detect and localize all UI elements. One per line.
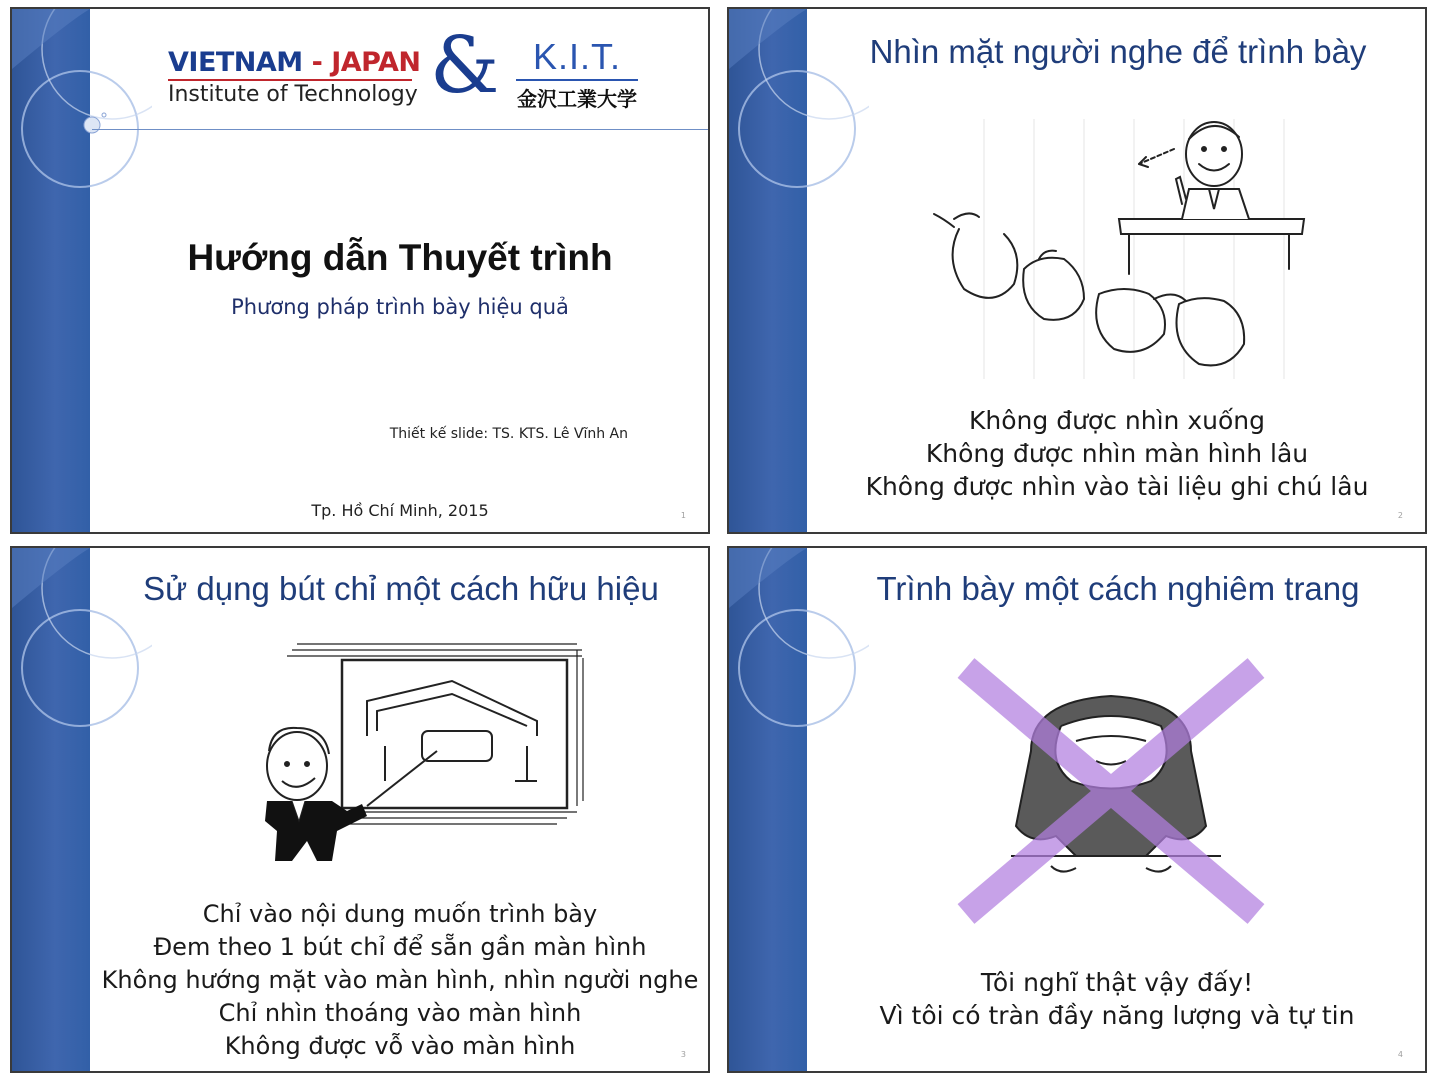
body-line: Không được nhìn màn hình lâu: [925, 439, 1309, 468]
logo-institute-text: Institute of Technology: [168, 82, 418, 107]
body-line: Tôi nghĩ thật vậy đấy!: [980, 968, 1254, 997]
slide-sidebar: [729, 9, 807, 532]
slide-sidebar: [729, 548, 807, 1071]
kit-logo-rule: [516, 79, 638, 81]
presentation-title: Hướng dẫn Thuyết trình: [187, 237, 613, 278]
slide-body: [92, 898, 708, 1063]
slide-title: Sử dụng bút chỉ một cách hữu hiệu: [143, 570, 659, 607]
kit-logo: [512, 36, 642, 112]
bowing-man-illustration: [951, 656, 1271, 926]
body-line: Vì tôi có tràn đầy năng lượng và tự tin: [879, 1001, 1355, 1030]
body-line: Không được nhìn xuống: [969, 406, 1265, 435]
body-line: Chỉ vào nội dung muốn trình bày: [202, 900, 598, 928]
logo-vietnam-text: VIETNAM: [168, 47, 303, 78]
body-line: Chỉ nhìn thoáng vào màn hình: [218, 999, 582, 1027]
header-divider: [92, 129, 710, 130]
slide-title: Trình bày một cách nghiêm trang: [876, 570, 1360, 607]
presenter-audience-illustration: [924, 109, 1324, 389]
slide-1[interactable]: [10, 7, 710, 534]
slide-place-date: Tp. Hồ Chí Minh, 2015: [311, 501, 489, 520]
body-line: Không được vỗ vào màn hình: [224, 1032, 576, 1060]
slide-sidebar: [12, 548, 90, 1071]
logo-japan-text: JAPAN: [331, 47, 421, 78]
vietnam-japan-logo: [168, 47, 421, 107]
body-line: Không được nhìn vào tài liệu ghi chú lâu: [865, 472, 1369, 501]
page-number: 4: [1397, 1050, 1403, 1059]
slide-3[interactable]: [10, 546, 710, 1073]
body-line: Đem theo 1 bút chỉ để sẵn gần màn hình: [153, 933, 647, 961]
page-number: 1: [680, 511, 686, 520]
logo-ampersand: &: [430, 21, 500, 111]
kit-logo-text: K.I.T.: [532, 36, 622, 77]
slide-sidebar: [12, 9, 90, 532]
logo-separator: -: [302, 47, 332, 78]
slide-4[interactable]: [727, 546, 1427, 1073]
presenter-pointer-illustration: [237, 636, 597, 876]
slide-body: [809, 966, 1425, 1032]
logo-rule: [168, 79, 412, 81]
slide-author: Thiết kế slide: TS. KTS. Lê Vĩnh An: [389, 426, 628, 442]
page-number: 3: [680, 1050, 686, 1059]
slide-body: [809, 404, 1425, 503]
kit-logo-kanji: 金沢工業大学: [517, 87, 637, 111]
page-number: 2: [1397, 511, 1403, 520]
body-line: Không hướng mặt vào màn hình, nhìn người nghe: [101, 966, 699, 994]
presentation-subtitle: Phương pháp trình bày hiệu quả: [231, 295, 569, 319]
slide-title: Nhìn mặt người nghe để trình bày: [869, 33, 1367, 70]
slide-2[interactable]: [727, 7, 1427, 534]
